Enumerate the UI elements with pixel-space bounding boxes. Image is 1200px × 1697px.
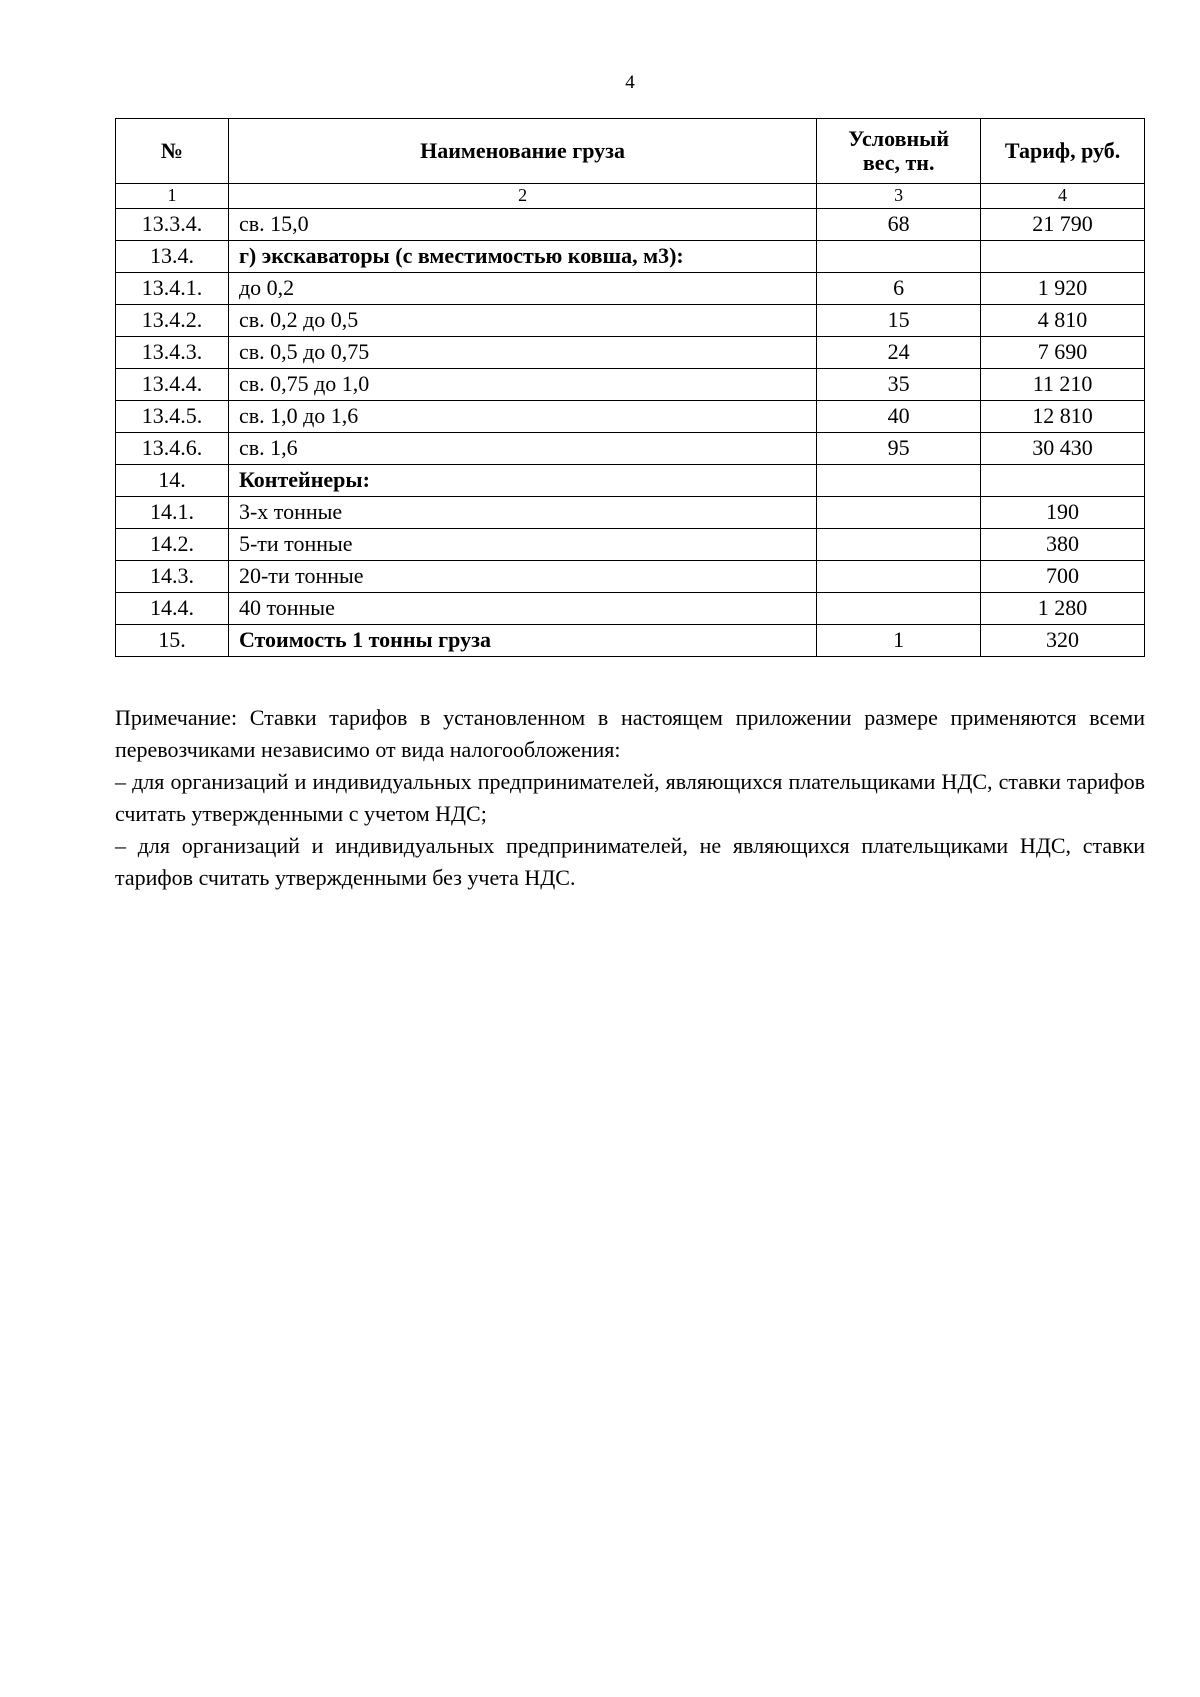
- column-numbers-row: [116, 184, 1145, 209]
- row-cargo-name: 5-ти тонные: [228, 529, 816, 561]
- row-cargo-name: св. 1,0 до 1,6: [228, 401, 816, 433]
- note: [115, 702, 1145, 894]
- row-cargo-name: Контейнеры:: [228, 465, 816, 497]
- row-number: 13.4.: [116, 241, 229, 273]
- row-weight: 35: [817, 369, 981, 401]
- row-weight: [817, 593, 981, 625]
- page-number: 4: [625, 72, 635, 93]
- row-cargo-name: г) экскаваторы (с вместимостью ковша, м3):: [228, 241, 816, 273]
- column-number: 1: [116, 184, 229, 209]
- row-weight: [817, 465, 981, 497]
- table-row: [116, 209, 1145, 241]
- row-number: 14.: [116, 465, 229, 497]
- table-row: [116, 561, 1145, 593]
- table-row: [116, 401, 1145, 433]
- table-row: [116, 465, 1145, 497]
- row-number: 13.4.3.: [116, 337, 229, 369]
- row-tariff: 190: [981, 497, 1145, 529]
- row-number: 13.4.4.: [116, 369, 229, 401]
- column-number: 4: [981, 184, 1145, 209]
- row-tariff: 380: [981, 529, 1145, 561]
- row-weight: [817, 529, 981, 561]
- table-row: [116, 433, 1145, 465]
- row-tariff: [981, 241, 1145, 273]
- table-row: [116, 625, 1145, 657]
- row-number: 15.: [116, 625, 229, 657]
- table-row: [116, 497, 1145, 529]
- row-tariff: [981, 465, 1145, 497]
- header-weight: Условный вес, тн.: [817, 119, 981, 184]
- row-weight: 68: [817, 209, 981, 241]
- row-cargo-name: 40 тонные: [228, 593, 816, 625]
- header-number: №: [116, 119, 229, 184]
- row-weight: 1: [817, 625, 981, 657]
- row-tariff: 4 810: [981, 305, 1145, 337]
- row-cargo-name: св. 0,2 до 0,5: [228, 305, 816, 337]
- row-tariff: 320: [981, 625, 1145, 657]
- row-number: 14.4.: [116, 593, 229, 625]
- row-number: 13.4.1.: [116, 273, 229, 305]
- column-number: 2: [228, 184, 816, 209]
- row-number: 14.2.: [116, 529, 229, 561]
- row-number: 13.4.2.: [116, 305, 229, 337]
- row-weight: 24: [817, 337, 981, 369]
- table-row: [116, 529, 1145, 561]
- table-row: [116, 305, 1145, 337]
- row-tariff: 30 430: [981, 433, 1145, 465]
- row-weight: [817, 241, 981, 273]
- note-paragraph: – для организаций и индивидуальных предпринимателей, являющихся плательщиками НДС, ставки тарифов считать утвержденными с учетом НДС;: [115, 769, 1145, 826]
- row-cargo-name: 3-х тонные: [228, 497, 816, 529]
- row-cargo-name: св. 0,75 до 1,0: [228, 369, 816, 401]
- table-row: [116, 593, 1145, 625]
- row-cargo-name: Стоимость 1 тонны груза: [228, 625, 816, 657]
- row-tariff: 21 790: [981, 209, 1145, 241]
- row-number: 13.4.6.: [116, 433, 229, 465]
- row-cargo-name: св. 1,6: [228, 433, 816, 465]
- note-paragraph: Примечание: Ставки тарифов в установленном в настоящем приложении размере применяются всеми перевозчиками независимо от вида налогообложения:: [115, 705, 1145, 762]
- row-tariff: 7 690: [981, 337, 1145, 369]
- row-tariff: 11 210: [981, 369, 1145, 401]
- column-number: 3: [817, 184, 981, 209]
- row-number: 14.3.: [116, 561, 229, 593]
- row-number: 14.1.: [116, 497, 229, 529]
- row-cargo-name: до 0,2: [228, 273, 816, 305]
- row-cargo-name: св. 15,0: [228, 209, 816, 241]
- table-row: [116, 337, 1145, 369]
- tariff-table: [115, 118, 1145, 657]
- row-tariff: 1 280: [981, 593, 1145, 625]
- note-paragraph: – для организаций и индивидуальных предпринимателей, не являющихся плательщиками НДС, ставки тарифов считать утвержденными без учета НДС.: [115, 833, 1145, 890]
- table-header-row: [116, 119, 1145, 184]
- row-number: 13.4.5.: [116, 401, 229, 433]
- row-weight: 95: [817, 433, 981, 465]
- row-weight: [817, 497, 981, 529]
- table-row: [116, 273, 1145, 305]
- header-cargo-name: Наименование груза: [228, 119, 816, 184]
- row-cargo-name: св. 0,5 до 0,75: [228, 337, 816, 369]
- row-number: 13.3.4.: [116, 209, 229, 241]
- row-cargo-name: 20-ти тонные: [228, 561, 816, 593]
- row-weight: 6: [817, 273, 981, 305]
- table-row: [116, 241, 1145, 273]
- table-body: [116, 209, 1145, 657]
- row-tariff: 1 920: [981, 273, 1145, 305]
- table-row: [116, 369, 1145, 401]
- row-weight: [817, 561, 981, 593]
- row-weight: 15: [817, 305, 981, 337]
- header-tariff: Тариф, руб.: [981, 119, 1145, 184]
- row-tariff: 12 810: [981, 401, 1145, 433]
- row-tariff: 700: [981, 561, 1145, 593]
- row-weight: 40: [817, 401, 981, 433]
